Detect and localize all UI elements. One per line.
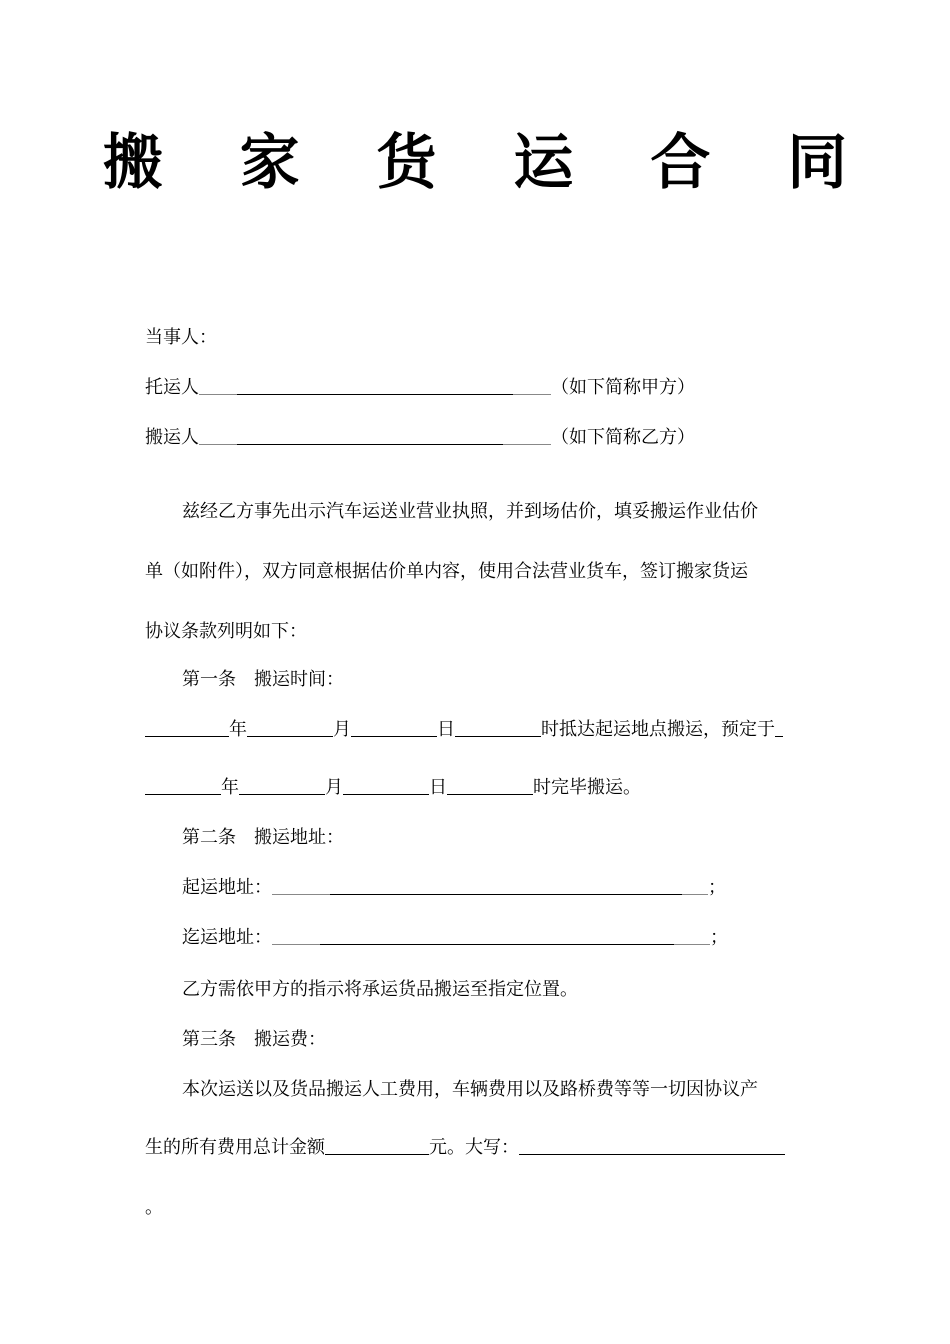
mover-suffix: （如下简称乙方）	[551, 427, 695, 448]
amount-in-words-label: 元。大写：	[429, 1137, 519, 1158]
fee-end-mark: 。	[145, 1197, 163, 1218]
start-year-field[interactable]	[145, 718, 229, 737]
end-time-line	[145, 776, 641, 800]
document-title: 搬 家 货 运 合 同	[102, 128, 876, 198]
dest-label: 迄运地址：	[182, 927, 272, 948]
article3-name: 搬运费：	[254, 1029, 326, 1050]
article2-name: 搬运地址：	[254, 827, 344, 848]
article1-title: 第一条	[182, 669, 236, 690]
origin-address-line	[182, 876, 726, 900]
year-label: 年	[221, 777, 239, 798]
article2-heading	[182, 826, 344, 850]
origin-label: 起运地址：	[182, 877, 272, 898]
mover-name-field[interactable]	[237, 426, 503, 445]
semicolon: ；	[708, 877, 726, 898]
article3-title: 第三条	[182, 1029, 236, 1050]
article3-heading	[182, 1028, 326, 1052]
semicolon: ；	[710, 927, 728, 948]
dest-address-field[interactable]	[320, 926, 674, 945]
shipper-blank-right	[513, 376, 551, 395]
mover-blank-right	[503, 426, 551, 445]
article1-heading	[182, 668, 344, 692]
dest-blank-right	[674, 926, 710, 945]
parties-heading: 当事人：	[145, 327, 217, 348]
end-year-field-start[interactable]	[775, 718, 783, 737]
month-label: 月	[325, 777, 343, 798]
end-year-field[interactable]	[145, 776, 221, 795]
shipper-name-field[interactable]	[237, 376, 513, 395]
intro-line-2: 单（如附件），双方同意根据估价单内容，使用合法营业货车，签订搬家货运	[145, 561, 748, 582]
origin-blank-left	[272, 876, 330, 895]
start-month-field[interactable]	[247, 718, 333, 737]
shipper-label: 托运人	[145, 377, 199, 398]
amount-in-words-field[interactable]	[519, 1136, 785, 1155]
day-label: 日	[437, 719, 455, 740]
end-time-text: 时完毕搬运。	[533, 777, 641, 798]
intro-line-1: 兹经乙方事先出示汽车运送业营业执照，并到场估价，填妥搬运作业估价	[182, 501, 758, 522]
shipper-blank-left	[199, 376, 237, 395]
year-label: 年	[229, 719, 247, 740]
start-day-field[interactable]	[351, 718, 437, 737]
month-label: 月	[333, 719, 351, 740]
dest-address-line	[182, 926, 728, 950]
origin-blank-right	[682, 876, 708, 895]
dest-blank-left	[272, 926, 320, 945]
end-month-field[interactable]	[239, 776, 325, 795]
mover-blank-left	[199, 426, 237, 445]
article2-title: 第二条	[182, 827, 236, 848]
article2-note: 乙方需依甲方的指示将承运货品搬运至指定位置。	[182, 979, 578, 1000]
start-time-line	[145, 718, 783, 742]
total-amount-label: 生的所有费用总计金额	[145, 1137, 325, 1158]
mover-line	[145, 426, 695, 450]
day-label: 日	[429, 777, 447, 798]
fee-line-2	[145, 1136, 785, 1160]
end-day-field[interactable]	[343, 776, 429, 795]
end-hour-field[interactable]	[447, 776, 533, 795]
shipper-line	[145, 376, 695, 400]
shipper-suffix: （如下简称甲方）	[551, 377, 695, 398]
start-time-text: 时抵达起运地点搬运，预定于	[541, 719, 775, 740]
start-hour-field[interactable]	[455, 718, 541, 737]
fee-line-1: 本次运送以及货品搬运人工费用，车辆费用以及路桥费等等一切因协议产	[182, 1079, 758, 1100]
article1-name: 搬运时间：	[254, 669, 344, 690]
origin-address-field[interactable]	[330, 876, 682, 895]
total-amount-field[interactable]	[325, 1136, 429, 1155]
mover-label: 搬运人	[145, 427, 199, 448]
intro-line-3: 协议条款列明如下：	[145, 621, 307, 642]
